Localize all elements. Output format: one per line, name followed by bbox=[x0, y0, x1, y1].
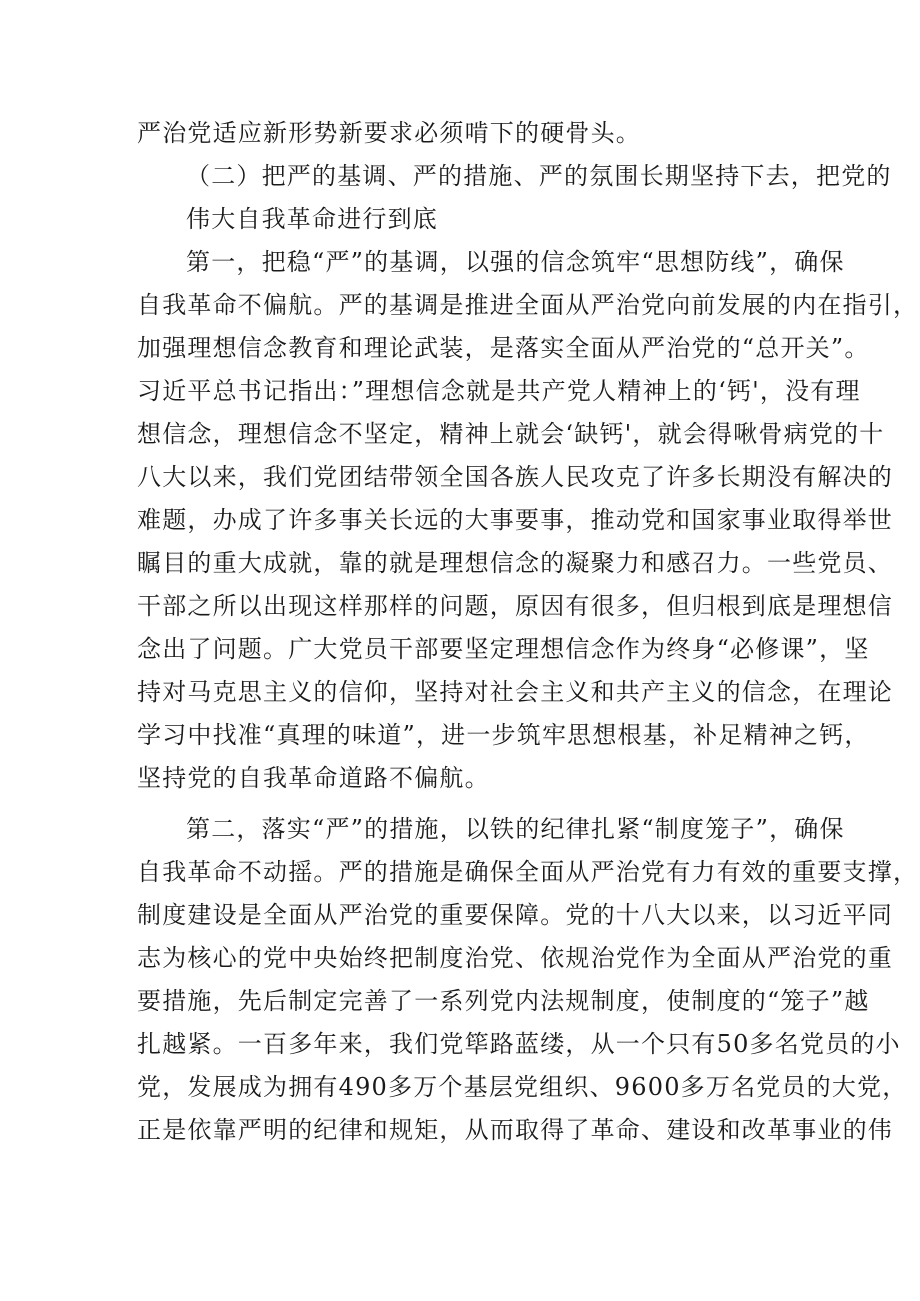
text-line: 想信念，理想信念不坚定，精神上就会‘缺钙'，就会得啾骨病党的十 bbox=[137, 420, 885, 448]
text-line: 习近平总书记指出：”理想信念就是共产党人精神上的‘钙'，没有理 bbox=[137, 377, 861, 405]
text-line: 瞩目的重大成就，靠的就是理想信念的凝聚力和感召力。一些党员、 bbox=[137, 549, 893, 577]
text-line: 干部之所以出现这样那样的问题，原因有很多，但归根到底是理想信 bbox=[137, 592, 893, 620]
text-line: 志为核心的党中央始终把制度治党、依规治党作为全面从严治党的重 bbox=[137, 944, 893, 972]
section-heading-line: （二）把严的基调、严的措施、严的氛围长期坚持下去，把党的 bbox=[186, 162, 892, 190]
section-heading-line: 伟大自我革命进行到底 bbox=[186, 205, 438, 233]
text-line: 坚持党的自我革命道路不偏航。 bbox=[137, 764, 490, 792]
paragraph-first-line: 第二，落实“严”的措施，以铁的纪律扎紧“制度笼子”，确保 bbox=[186, 815, 845, 843]
text-line: 八大以来，我们党团结带领全国各族人民攻克了许多长期没有解决的 bbox=[137, 463, 893, 491]
text-line: 持对马克思主义的信仰，坚持对社会主义和共产主义的信念，在理论 bbox=[137, 678, 893, 706]
text-line: 学习中找准“真理的味道”，进一步筑牢思想根基，补足精神之钙， bbox=[137, 721, 870, 749]
text-line: 念出了问题。广大党员干部要坚定理想信念作为终身“必修课”，坚 bbox=[137, 635, 870, 663]
text-line: 制度建设是全面从严治党的重要保障。党的十八大以来，以习近平同 bbox=[137, 901, 893, 929]
text-line: 自我革命不偏航。严的基调是推进全面从严治党向前发展的内在指引， bbox=[137, 291, 919, 319]
paragraph-first-line: 第一，把稳“严”的基调，以强的信念筑牢“思想防线”，确保 bbox=[186, 248, 845, 276]
text-line: 党，发展成为拥有490多万个基层党组织、9600多万名党员的大党， bbox=[137, 1073, 908, 1101]
text-line: 扎越紧。一百多年来，我们党筚路蓝缕，从一个只有50多名党员的小 bbox=[137, 1030, 901, 1058]
text-line: 要措施，先后制定完善了一系列党内法规制度，使制度的“笼子”越 bbox=[137, 987, 870, 1015]
text-line: 难题，办成了许多事关长远的大事要事，推动党和国家事业取得举世 bbox=[137, 506, 893, 534]
text-line: 加强理想信念教育和理论武装，是落实全面从严治党的“总开关”。 bbox=[137, 334, 870, 362]
text-line: 自我革命不动摇。严的措施是确保全面从严治党有力有效的重要支撑， bbox=[137, 858, 919, 886]
text-line: 正是依靠严明的纪律和规矩，从而取得了革命、建设和改革事业的伟 bbox=[137, 1116, 893, 1144]
text-line: 严治党适应新形势新要求必须啃下的硬骨头。 bbox=[137, 119, 641, 147]
